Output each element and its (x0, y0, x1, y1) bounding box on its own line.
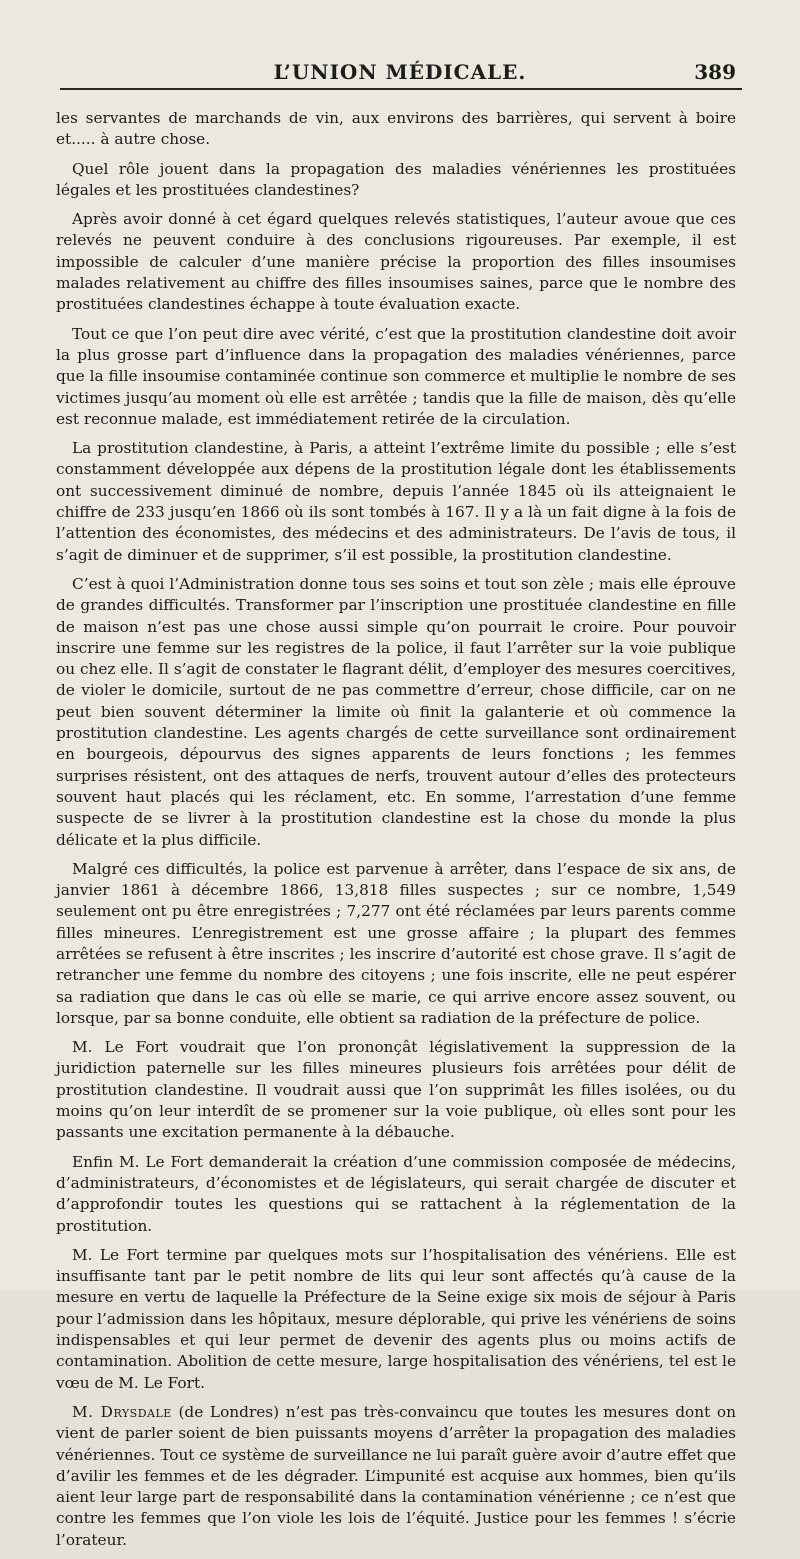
paragraph-text: Après avoir donné à cet égard quelques relevés statistiques, l’auteur avoue que ces relevés ne peuvent conduire à des conclusions rigoureuses. Par exemple, il est impossible de calculer d’une manière précise la proportion des filles insoumises malades relativement au chiffre des filles insoumises saines, parce que le nombre des prostituées clandestines échappe à toute évaluation exacte. (56, 210, 736, 314)
paragraph (56, 438, 736, 566)
journal-title: L’UNION MÉDICALE. (273, 60, 527, 84)
paragraph (56, 1152, 736, 1237)
speaker-name: M. Drysdale (72, 1402, 172, 1421)
paragraph-text: Malgré ces difficultés, la police est parvenue à arrêter, dans l’espace de six ans, de janvier 1861 à décembre 1866, 13,818 filles suspectes ; sur ce nombre, 1,549 seulement ont pu être enregistrées ; 7,277 ont été réclamées par leurs parents comme filles mineures. L’enregistrement est une grosse affaire ; la plupart des femmes arrêtées se refusent à être inscrites ; les inscrire d’autorité est chose grave. Il s’agit de retrancher une femme du nombre des citoyens ; une fois inscrite, elle ne peut espérer sa radiation que dans le cas où elle se marie, ce qui arrive encore assez souvent, ou lorsque, par sa bonne conduite, elle obtient sa radiation de la préfecture de police. (56, 859, 736, 1027)
paragraph-text: Enfin M. Le Fort demanderait la création d’une commission composée de médecins, d’administrateurs, d’économistes et de législateurs, qui serait chargée de discuter et d’approfondir toutes les questions qui se rattachent à la réglementation de la prostitution. (56, 1152, 736, 1235)
article-body (56, 108, 736, 1559)
header-rule (60, 88, 742, 90)
paragraph (56, 1245, 736, 1394)
paragraph-text: M. Le Fort termine par quelques mots sur l’hospitalisation des vénériens. Elle est insuffisante tant par le petit nombre de lits qui leur sont affectés qu’à cause de la mesure en vertu de laquelle la Préfecture de la Seine exige six mois de séjour à Paris pour l’admission dans les hôpitaux, mesure déplorable, qui prive les vénériens de soins indispensables et qui leur permet de devenir des agents plus ou moins actifs de contamination. Abolition de cette mesure, large hospitalisation des vénériens, tel est le vœu de M. Le Fort. (56, 1245, 736, 1392)
paragraph (56, 1037, 736, 1143)
paragraph (56, 209, 736, 315)
paragraph-text: Quel rôle jouent dans la propagation des maladies vénériennes les prostituées légales et les prostituées clandestines? (56, 159, 736, 199)
running-head (0, 58, 800, 88)
paragraph-text: Tout ce que l’on peut dire avec vérité, c’est que la prostitution clandestine doit avoir la plus grosse part d’influence dans la propagation des maladies vénériennes, parce que la fille insoumise contaminée continue son commerce et multiplie le nombre de ses victimes jusqu’au moment où elle est arrêtée ; tandis que la fille de maison, dès qu’elle est reconnue malade, est immédiatement retirée de la circulation. (56, 324, 736, 428)
page-number: 389 (694, 60, 736, 84)
paragraph-text: les servantes de marchands de vin, aux environs des barrières, qui servent à boire et..... à autre chose. (56, 109, 736, 149)
paragraph (56, 108, 736, 151)
paragraph (56, 159, 736, 202)
paragraph-text: (de Londres) n’est pas très-convaincu que toutes les mesures dont on vient de parler soient de bien puissants moyens d’arrêter la propagation des maladies vénériennes. Tout ce système de surveillance ne lui paraît guère avoir d’autre effet que d’avilir les femmes et de les dégrader. L’impunité est acquise aux hommes, bien qu’ils aient leur large part de responsabilité dans la contamination vénérienne ; ce n’est que contre les femmes que l’on viole les lois de l’équité. Justice pour les femmes ! s’écrie l’orateur. (56, 1402, 736, 1549)
paragraph-text: C’est à quoi l’Administration donne tous ses soins et tout son zèle ; mais elle éprouve de grandes difficultés. Transformer par l’inscription une prostituée clandestine en fille de maison n’est pas une chose aussi simple qu’on pourrait le croire. Pour pouvoir inscrire une femme sur les registres de la police, il faut l’arrêter sur la voie publique ou chez elle. Il s’agit de constater le flagrant délit, d’employer des mesures coercitives, de violer le domicile, surtout de ne pas commettre d’erreur, chose difficile, car on ne peut bien souvent déterminer la limite où finit la galanterie et où commence la prostitution clandestine. Les agents chargés de cette surveillance sont ordinairement en bourgeois, dépourvus des signes apparents de leurs fonctions ; les femmes surprises résistent, ont des attaques de nerfs, trouvent autour d’elles des protecteurs souvent haut placés qui les réclament, etc. En somme, l’arrestation d’une femme suspecte de se livrer à la prostitution clandestine est la chose du monde la plus délicate et la plus difficile. (56, 574, 736, 849)
paragraph (56, 574, 736, 851)
paragraph (56, 859, 736, 1029)
paragraph-text: La prostitution clandestine, à Paris, a atteint l’extrême limite du possible ; elle s’est constamment développée aux dépens de la prostitution légale dont les établissements ont successivement diminué de nombre, depuis l’année 1845 où ils atteignaient le chiffre de 233 jusqu’en 1866 où ils sont tombés à 167. Il y a là un fait digne à la fois de l’attention des économistes, des médecins et des administrateurs. De l’avis de tous, il s’agit de diminuer et de supprimer, s’il est possible, la prostitution clandestine. (56, 439, 736, 564)
paragraph-text: M. Le Fort voudrait que l’on prononçât législativement la suppression de la juridiction paternelle sur les filles mineures plusieurs fois arrêtées pour délit de prostitution clandestine. Il voudrait aussi que l’on supprimât les filles isolées, ou du moins qu’on leur interdît de se promener sur la voie publique, où elles sont pour les passants une excitation permanente à la débauche. (56, 1038, 736, 1142)
paragraph (56, 1402, 736, 1551)
paragraph (56, 324, 736, 430)
